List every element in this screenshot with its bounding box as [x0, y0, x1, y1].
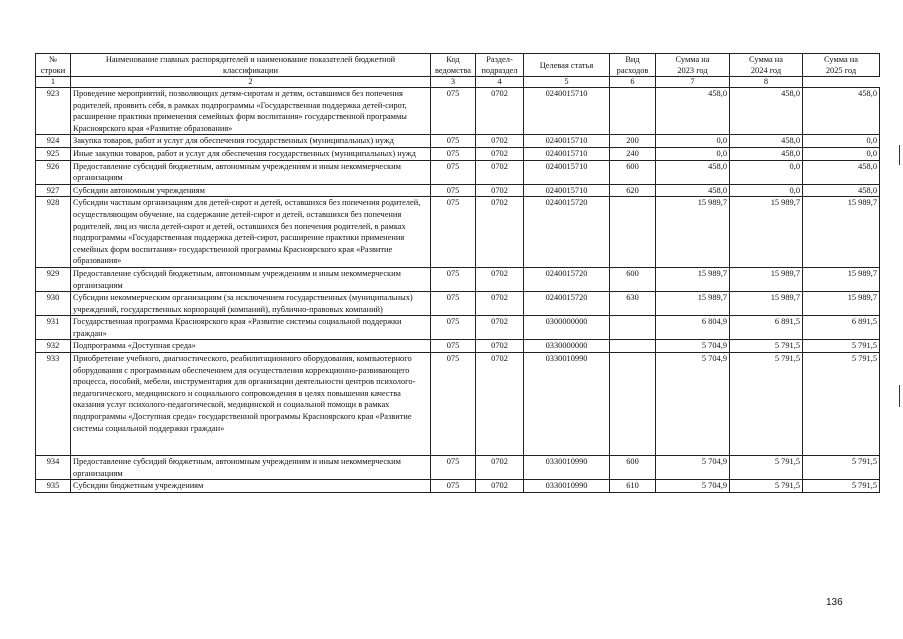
row-number: 933	[36, 353, 71, 456]
expense-type: 200	[610, 135, 656, 148]
table-row	[36, 316, 880, 340]
table-row	[36, 88, 880, 135]
row-number: 925	[36, 147, 71, 160]
table-row	[36, 197, 880, 268]
expense-type: 240	[610, 147, 656, 160]
sum-2023: 458,0	[656, 160, 730, 184]
target-article: 0240015710	[524, 147, 610, 160]
sum-2023: 5 704,9	[656, 340, 730, 353]
sum-2023: 5 704,9	[656, 480, 730, 493]
header-sum-2025: Сумма на 2025 год	[803, 54, 880, 77]
expense-type: 600	[610, 160, 656, 184]
sum-2024: 0,0	[730, 184, 803, 197]
sum-2023: 0,0	[656, 135, 730, 148]
budget-table	[35, 53, 880, 493]
target-article: 0330010990	[524, 480, 610, 493]
target-article: 0240015710	[524, 135, 610, 148]
dept-code: 075	[431, 88, 476, 135]
section-code: 0702	[476, 160, 524, 184]
section-code: 0702	[476, 353, 524, 456]
row-number: 926	[36, 160, 71, 184]
target-article: 0240015720	[524, 267, 610, 291]
dept-code: 075	[431, 316, 476, 340]
table-row	[36, 135, 880, 148]
expense-type	[610, 88, 656, 135]
section-code: 0702	[476, 267, 524, 291]
sum-2025: 458,0	[803, 184, 880, 197]
sum-2025: 458,0	[803, 160, 880, 184]
dept-code: 075	[431, 267, 476, 291]
row-number: 923	[36, 88, 71, 135]
item-name: Предоставление субсидий бюджетным, автономным учреждениям и иным некоммерческим организациям	[71, 160, 431, 184]
column-index: 6	[610, 77, 656, 88]
item-name: Проведение мероприятий, позволяющих детям-сиротам и детям, оставшимся без попечения родителей, проявить себя, в рамках подпрограммы «Государственная поддержка детей-сирот, расширение практики применения семейных форм воспитания» государственной программы Красноярского края «Развитие образования»	[71, 88, 431, 135]
row-number: 928	[36, 197, 71, 268]
section-code: 0702	[476, 147, 524, 160]
item-name: Подпрограмма «Доступная среда»	[71, 340, 431, 353]
target-article: 0330000000	[524, 340, 610, 353]
table-body	[36, 88, 880, 493]
sum-2024: 6 891,5	[730, 316, 803, 340]
dept-code: 075	[431, 340, 476, 353]
item-name: Приобретение учебного, диагностического, реабилитационного оборудования, компьютерного оборудования с программным обеспечением для осуществления коррекционно-развивающего процесса, пособий, мебели, инструментария для организации деятельности центров психолого-педагогического, медицинского и социального сопровождения в целях повышения качества оказания услуг психолого-педагогической, медицинской и социальной помощи в рамках подпрограммы «Доступная среда» государственной программы Красноярского края «Развитие системы социальной поддержки граждан»	[71, 353, 431, 456]
sum-2024: 15 989,7	[730, 267, 803, 291]
sum-2025: 6 891,5	[803, 316, 880, 340]
target-article: 0330010990	[524, 353, 610, 456]
sum-2023: 5 704,9	[656, 456, 730, 480]
column-index-row	[36, 77, 880, 88]
table-row	[36, 480, 880, 493]
sum-2025: 15 989,7	[803, 267, 880, 291]
dept-code: 075	[431, 147, 476, 160]
section-code: 0702	[476, 135, 524, 148]
dept-code: 075	[431, 160, 476, 184]
dept-code: 075	[431, 353, 476, 456]
sum-2025: 15 989,7	[803, 292, 880, 316]
budget-sheet	[35, 53, 879, 493]
column-index: 7	[656, 77, 730, 88]
table-row	[36, 292, 880, 316]
item-name: Субсидии бюджетным учреждениям	[71, 480, 431, 493]
dept-code: 075	[431, 456, 476, 480]
table-row	[36, 160, 880, 184]
sum-2024: 5 791,5	[730, 480, 803, 493]
item-name: Закупка товаров, работ и услуг для обеспечения государственных (муниципальных) нужд	[71, 135, 431, 148]
sum-2024: 458,0	[730, 135, 803, 148]
header-name: Наименование главных распорядителей и наименование показателей бюджетной классификации	[71, 54, 431, 77]
table-row	[36, 267, 880, 291]
sum-2024: 15 989,7	[730, 292, 803, 316]
section-code: 0702	[476, 340, 524, 353]
sum-2025: 5 791,5	[803, 353, 880, 456]
dept-code: 075	[431, 135, 476, 148]
section-code: 0702	[476, 184, 524, 197]
column-index: 5	[524, 77, 610, 88]
sum-2024: 458,0	[730, 88, 803, 135]
dept-code: 075	[431, 292, 476, 316]
item-name: Предоставление субсидий бюджетным, автономным учреждениям и иным некоммерческим организациям	[71, 267, 431, 291]
section-code: 0702	[476, 480, 524, 493]
target-article: 0300000000	[524, 316, 610, 340]
row-number: 932	[36, 340, 71, 353]
target-article: 0240015710	[524, 184, 610, 197]
sum-2025: 5 791,5	[803, 456, 880, 480]
row-number: 924	[36, 135, 71, 148]
row-number: 934	[36, 456, 71, 480]
sum-2024: 5 791,5	[730, 353, 803, 456]
header-section: Раздел- подраздел	[476, 54, 524, 77]
sum-2024: 15 989,7	[730, 197, 803, 268]
sum-2023: 15 989,7	[656, 267, 730, 291]
expense-type	[610, 340, 656, 353]
expense-type: 620	[610, 184, 656, 197]
sum-2023: 5 704,9	[656, 353, 730, 456]
expense-type: 630	[610, 292, 656, 316]
header-sum-2024: Сумма на 2024 год	[730, 54, 803, 77]
item-name: Государственная программа Красноярского края «Развитие системы социальной поддержки граждан»	[71, 316, 431, 340]
sum-2024: 0,0	[730, 160, 803, 184]
table-row	[36, 456, 880, 480]
expense-type	[610, 316, 656, 340]
item-name: Предоставление субсидий бюджетным, автономным учреждениям и иным некоммерческим организациям	[71, 456, 431, 480]
header-dept-code: Код ведомства	[431, 54, 476, 77]
sum-2023: 15 989,7	[656, 292, 730, 316]
item-name: Субсидии частным организациям для детей-сирот и детей, оставшихся без попечения родителей, осуществляющим обучение, на содержание детей-сирот и детей, оставшихся без попечения родителей, лиц из числа детей-сирот и детей, оставшихся без попечения родителей, в рамках подпрограммы «Государственная поддержка детей-сирот, расширение практики применения семейных форм воспитания» государственной программы Красноярского края «Развитие образования»	[71, 197, 431, 268]
row-number: 929	[36, 267, 71, 291]
scan-edge-mark	[899, 145, 900, 165]
sum-2023: 0,0	[656, 147, 730, 160]
sum-2024: 5 791,5	[730, 340, 803, 353]
header-expense-type: Вид расходов	[610, 54, 656, 77]
target-article: 0330010990	[524, 456, 610, 480]
dept-code: 075	[431, 197, 476, 268]
sum-2025: 15 989,7	[803, 197, 880, 268]
row-number: 935	[36, 480, 71, 493]
table-row	[36, 353, 880, 456]
section-code: 0702	[476, 456, 524, 480]
target-article: 0240015710	[524, 88, 610, 135]
header-target-article: Целевая статья	[524, 54, 610, 77]
column-index: 4	[476, 77, 524, 88]
table-row	[36, 184, 880, 197]
row-number: 931	[36, 316, 71, 340]
row-number: 930	[36, 292, 71, 316]
column-index: 8	[730, 77, 803, 88]
expense-type: 610	[610, 480, 656, 493]
section-code: 0702	[476, 292, 524, 316]
target-article: 0240015720	[524, 197, 610, 268]
sum-2023: 458,0	[656, 184, 730, 197]
section-code: 0702	[476, 88, 524, 135]
expense-type: 600	[610, 267, 656, 291]
sum-2025: 5 791,5	[803, 340, 880, 353]
header-row-no: № строки	[36, 54, 71, 77]
item-name: Иные закупки товаров, работ и услуг для обеспечения государственных (муниципальных) нужд	[71, 147, 431, 160]
sum-2023: 15 989,7	[656, 197, 730, 268]
section-code: 0702	[476, 197, 524, 268]
item-name: Субсидии некоммерческим организациям (за исключением государственных (муниципальных) учреждений, государственных корпораций (компаний), публично-правовых компаний)	[71, 292, 431, 316]
row-number: 927	[36, 184, 71, 197]
page-number: 136	[826, 597, 843, 608]
scan-edge-mark	[899, 385, 900, 407]
expense-type: 600	[610, 456, 656, 480]
column-index: 2	[71, 77, 431, 88]
sum-2023: 458,0	[656, 88, 730, 135]
sum-2025: 458,0	[803, 88, 880, 135]
dept-code: 075	[431, 184, 476, 197]
table-row	[36, 340, 880, 353]
table-row	[36, 147, 880, 160]
header-sum-2023: Сумма на 2023 год	[656, 54, 730, 77]
sum-2025: 0,0	[803, 147, 880, 160]
header-row	[36, 54, 880, 77]
expense-type	[610, 353, 656, 456]
sum-2024: 458,0	[730, 147, 803, 160]
sum-2025: 0,0	[803, 135, 880, 148]
sum-2025: 5 791,5	[803, 480, 880, 493]
sum-2024: 5 791,5	[730, 456, 803, 480]
column-index: 3	[431, 77, 476, 88]
column-index: 1	[36, 77, 71, 88]
expense-type	[610, 197, 656, 268]
target-article: 0240015720	[524, 292, 610, 316]
target-article: 0240015710	[524, 160, 610, 184]
item-name: Субсидии автономным учреждениям	[71, 184, 431, 197]
dept-code: 075	[431, 480, 476, 493]
section-code: 0702	[476, 316, 524, 340]
sum-2023: 6 804,9	[656, 316, 730, 340]
